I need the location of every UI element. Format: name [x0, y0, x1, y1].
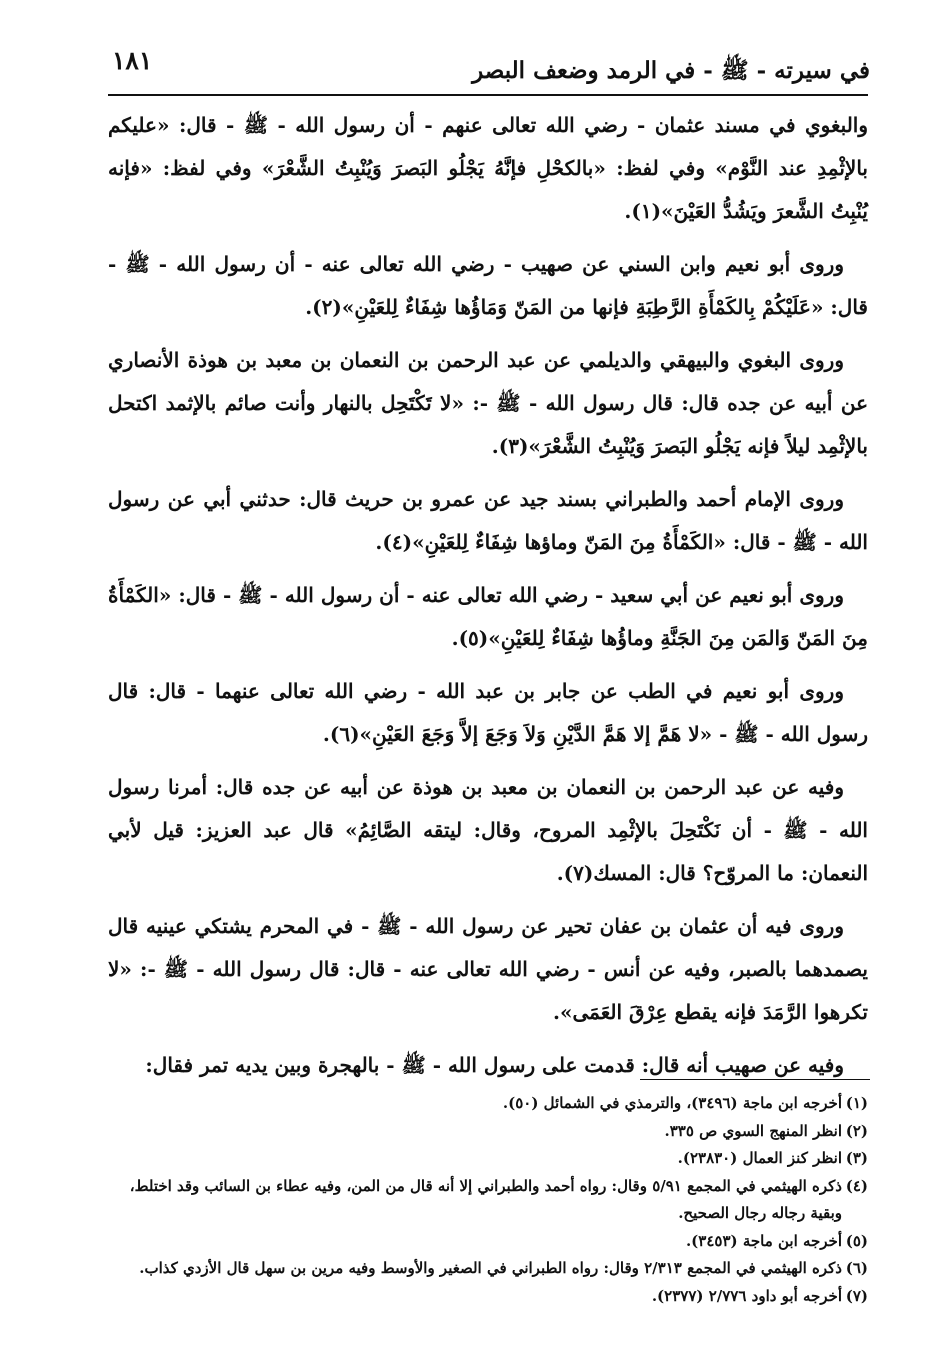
- footnote-number: (٢): [845, 1121, 868, 1140]
- footnote-text: ذكره الهيثمي في المجمع ٥/٩١ وقال: رواه أحمد والطبراني إلا أنه قال من المن، وفيه عطاء بن السائب وقد اختلط، وبقية رجاله رجال الصحيح.: [129, 1176, 842, 1222]
- footnote-number: (٥): [845, 1231, 868, 1250]
- footnote: [108, 1228, 868, 1256]
- running-title: في سيرته - ﷺ - في الرمد وضعف البصر: [472, 57, 870, 84]
- footnote-text: انظر كنز العمال (٢٣٨٣٠).: [677, 1149, 842, 1167]
- footnote-number: (٤): [845, 1176, 868, 1195]
- page-number: ١٨١: [112, 46, 153, 75]
- paragraph: وروى أبو نعيم عن أبي سعيد - رضي الله تعالى عنه - أن رسول الله - ﷺ - قال: «الكَمْأَةُ مِنَ المَنّ وَالمَن مِنَ الجَنَّةِ وماؤُها شِفَاءٌ لِلعَيْنِ»(٥).: [108, 583, 868, 650]
- footnote: [108, 1255, 868, 1283]
- footnote-number: (١): [845, 1094, 868, 1112]
- footnote: [108, 1118, 868, 1146]
- footnote-number: (٧): [845, 1286, 868, 1305]
- paragraph: وروى البغوي والبيهقي والديلمي عن عبد الرحمن بن النعمان بن معبد بن هوذة الأنصاري عن أبيه عن جده قال: قال رسول الله - ﷺ -: «لا تَكْتَحِل بالنهار وأنت صائم بالإثمد اكتحل بالإثْمِد ليلاً فإنه يَجْلُو البَصرَ وَيُنْبِتُ الشَّعْرَ»(٣).: [108, 348, 868, 458]
- paragraph: والبغوي في مسند عثمان - رضي الله تعالى عنهم - أن رسول الله - ﷺ - قال: «عليكم بالإثْمِدِ عند النَّوْم» وفي لفظ: «بالكحْلِ فإنَّهُ يَجْلُو البَصرَ وَيُنْبِتُ الشَّعْرَ» وفي لفظ: «فإنه يُنْبِتُ الشَّعرَ ويَشُدُّ العَيْنَ»(١).: [108, 113, 868, 223]
- paragraph: وروى أبو نعيم وابن السني عن صهيب - رضي الله تعالى عنه - أن رسول الله - ﷺ - قال: «عَلَيْكُمْ بِالكَمْأَةِ الرَّطِبَةِ فإنها من المَنّ وَمَاؤُها شِفَاءٌ لِلعَيْنِ»(٢).: [108, 252, 868, 319]
- footnote-number: (٣): [845, 1149, 868, 1167]
- paragraph: وفيه عن صهيب أنه قال: قدمت على رسول الله - ﷺ - بالهجرة وبين يديه تمر فقال:: [145, 1053, 844, 1077]
- footnote: [108, 1145, 868, 1173]
- footnote: [108, 1173, 868, 1228]
- footnotes: [108, 1090, 868, 1310]
- page-header: [100, 44, 870, 90]
- paragraph: وروى فيه أن عثمان بن عفان تحير عن رسول الله - ﷺ - في المحرم يشتكي عينيه قال يصمدهما بالصبر، وفيه عن أنس - رضي الله تعالى عنه - قال: قال رسول الله - ﷺ -: «لا تكرهوا الرَّمَدَ فإنه يقطع عِرْقَ العَمَى».: [108, 914, 868, 1024]
- footnote-text: أخرجه ابن ماجة (٣٤٥٣).: [685, 1231, 842, 1250]
- footnote-separator: [640, 1079, 870, 1080]
- paragraph: وفيه عن عبد الرحمن بن النعمان بن معبد بن هوذة عن أبيه عن جده قال: أمرنا رسول الله - ﷺ - أن نَكْتَحِلَ بالإثْمِد المروح، وقال: ليتقه الصَّائِمُ» قال عبد العزيز: قيل لأبي النعمان: ما المروّح؟ قال: المسك(٧).: [108, 775, 868, 885]
- footnote-text: أخرجه أبو داود ٢/٧٧٦ (٢٣٧٧).: [651, 1286, 842, 1305]
- header-rule: [108, 94, 868, 96]
- footnote-text: انظر المنهج السوي ص ٣٣٥.: [664, 1121, 842, 1140]
- paragraph: وروى أبو نعيم في الطب عن جابر بن عبد الله - رضي الله تعالى عنهما - قال: قال رسول الله - ﷺ - «لا هَمَّ إلا هَمَّ الدَّيْنِ وَلاَ وَجَعَ إلاَّ وَجَعَ العَيْنِ»(٦).: [108, 679, 868, 746]
- footnote-number: (٦): [845, 1259, 868, 1277]
- footnote-text: ذكره الهيثمي في المجمع ٢/٣١٣ وقال: رواه الطبراني في الصغير والأوسط وفيه مرين بن سهل قال الأزدي كذاب.: [139, 1259, 842, 1277]
- footnote-text: أخرجه ابن ماجة (٣٤٩٦)، والترمذي في الشمائل (٥٠).: [502, 1094, 842, 1112]
- footnote: [108, 1090, 868, 1118]
- main-text: [108, 104, 868, 1097]
- footnote: [108, 1283, 868, 1311]
- paragraph: وروى الإمام أحمد والطبراني بسند جيد عن عمرو بن حريث قال: حدثني أبي عن رسول الله - ﷺ - قال: «الكَمْأَةُ مِنَ المَنّ وماؤها شِفَاءٌ لِلعَيْنِ»(٤).: [108, 487, 868, 554]
